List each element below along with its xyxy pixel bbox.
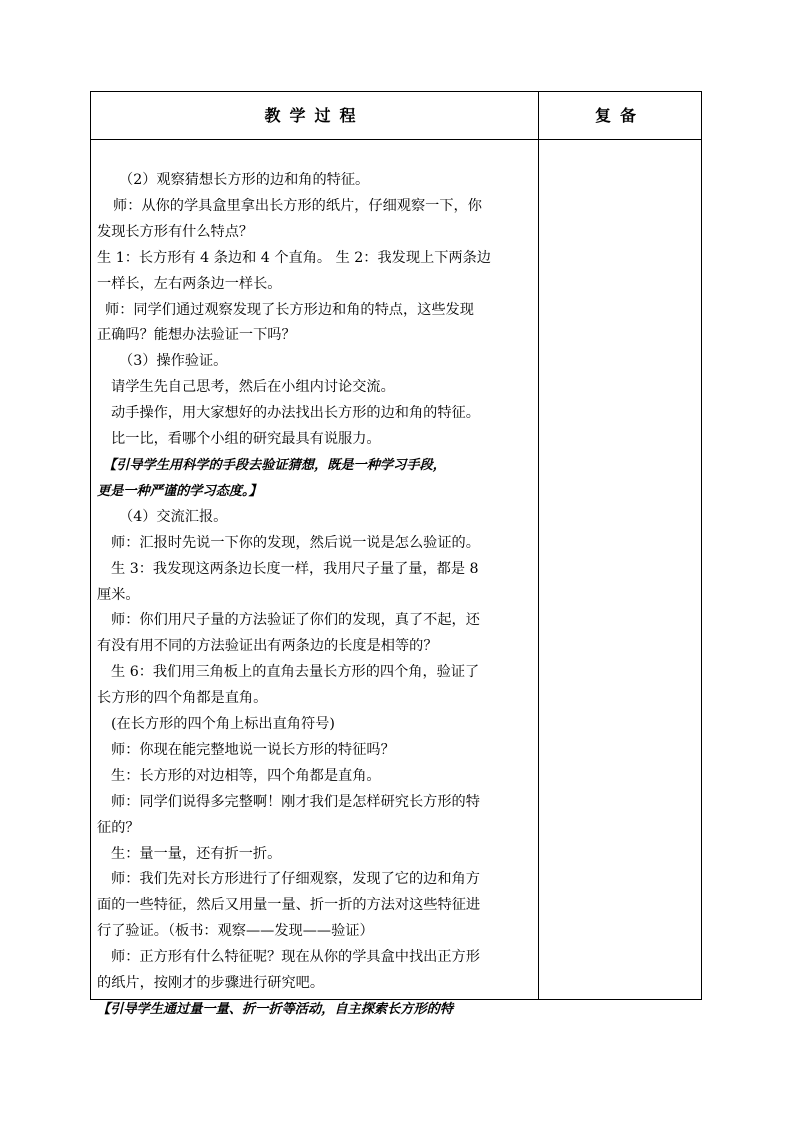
teaching-note: 【引导学生用科学的手段去验证猜想，既是一种学习手段，: [103, 457, 446, 473]
text-line: 长方形的四个角都是直角。: [97, 690, 268, 707]
teaching-note: 【引导学生通过量一量、折一折等活动，自主探索长方形的特: [97, 1002, 454, 1017]
text-line: 师：你们用尺子量的方法验证了你们的发现，真了不起，还: [111, 612, 480, 629]
text-line: 师：从你的学具盒里拿出长方形的纸片，仔细观察一下，你: [113, 197, 482, 214]
text-line: 请学生先自己思考，然后在小组内讨论交流。: [111, 379, 395, 396]
text-line: 师：正方形有什么特征呢？现在从你的学具盒中找出正方形: [111, 949, 480, 966]
text-line: 有没有用不同的方法验证出有两条边的长度是相等的？: [97, 638, 438, 655]
text-line: 厘米。: [97, 586, 140, 603]
text-line: 面的一些特征，然后又用量一量、折一折的方法对这些特征进: [97, 897, 481, 914]
text-line: 师：同学们说得多完整啊！刚才我们是怎样研究长方形的特: [111, 793, 480, 810]
text-line: 征的？: [97, 819, 140, 836]
text-line: 师：你现在能完整地说一说长方形的特征吗？: [111, 741, 395, 758]
text-line: 生 6：我们用三角板上的直角去量长方形的四个角，验证了: [111, 664, 480, 681]
text-line: 发现长方形有什么特点？: [97, 223, 254, 240]
text-line: 正确吗？能想办法验证一下吗？: [97, 327, 296, 344]
text-line: 一样长，左右两条边一样长。: [97, 275, 282, 292]
text-line: （4）交流汇报。: [119, 508, 228, 525]
text-line: 师：同学们通过观察发现了长方形边和角的特点，这些发现: [105, 301, 474, 318]
text-line: 生 3：我发现这两条边长度一样，我用尺子量了量，都是 8: [111, 560, 479, 577]
teaching-process-content: [91, 168, 538, 1023]
text-line: (在长方形的四个角上标出直角符号): [111, 716, 335, 733]
text-line: 生：长方形的对边相等，四个角都是直角。: [111, 767, 381, 784]
text-line: 生：量一量，还有折一折。: [111, 845, 282, 862]
lesson-table: [90, 91, 702, 1017]
text-line: （2）观察猜想长方形的边和角的特征。: [119, 172, 370, 188]
review-prep-header: 复备: [594, 106, 645, 125]
table-header-row: [91, 92, 701, 140]
teaching-note: 更是一种严谨的学习态度。】: [97, 483, 262, 499]
text-line: 行了验证。（板书：观察——发现——验证）: [97, 923, 374, 940]
text-line: 比一比，看哪个小组的研究最具有说服力。: [111, 431, 381, 448]
teaching-process-header: 教学过程: [264, 106, 365, 125]
text-line: 的纸片，按刚才的步骤进行研究吧。: [97, 975, 325, 992]
text-line: 动手操作，用大家想好的办法找出长方形的边和角的特征。: [111, 405, 480, 422]
text-line: （3）操作验证。: [119, 353, 228, 370]
text-line: 师：汇报时先说一下你的发现，然后说一说是怎么验证的。: [111, 534, 480, 551]
column-divider: [538, 92, 539, 999]
text-line: 师：我们先对长方形进行了仔细观察，发现了它的边和角方: [111, 871, 480, 888]
text-line: 生 1：长方形有 4 条边和 4 个直角。 生 2：我发现上下两条边: [97, 249, 491, 266]
